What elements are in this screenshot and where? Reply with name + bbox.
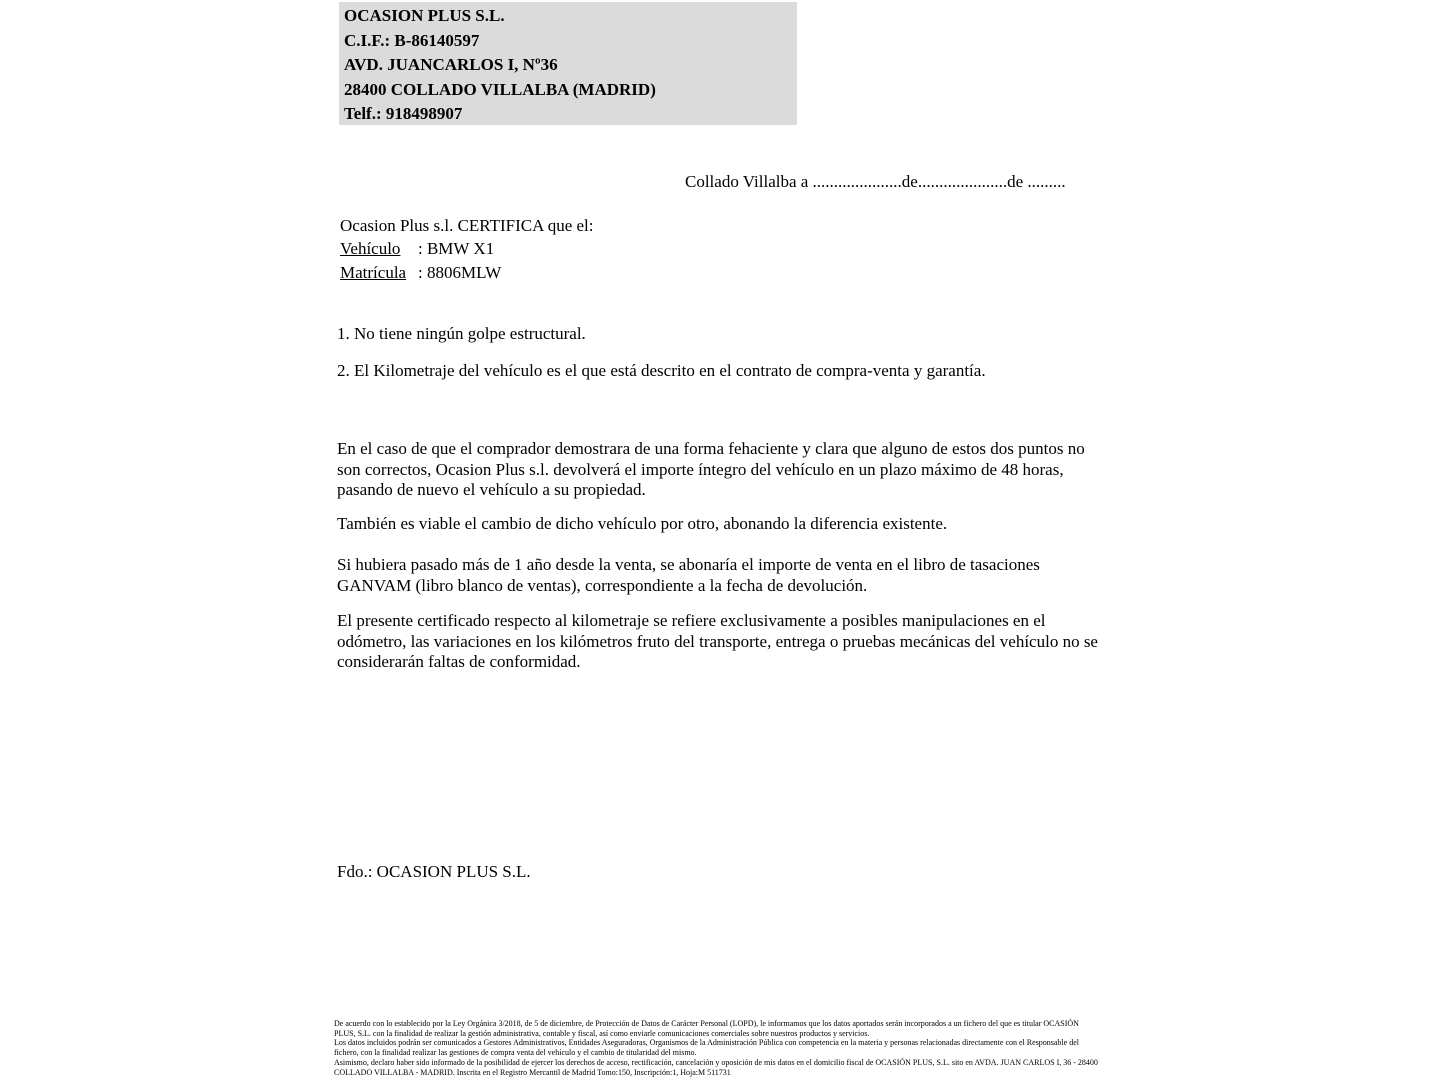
body-paragraph-4 (337, 611, 1105, 673)
body-paragraph-1-text: En el caso de que el comprador demostrara de una forma fehaciente y clara que alguno de estos dos puntos no son correctos, Ocasion Plus s.l. devolverá el importe íntegro del vehículo en un plazo máximo de 48 horas, pasando de nuevo el vehículo a su propiedad. (337, 439, 1085, 499)
plate-label: Matrícula (340, 262, 407, 282)
numbered-point-1: 1. No tiene ningún golpe estructural. (337, 324, 586, 343)
body-paragraph-4-text: El presente certificado respecto al kilometraje se refiere exclusivamente a posibles manipulaciones en el odómetro, las variaciones en los kilómetros fruto del transporte, entrega o pruebas mecánicas del vehículo no se considerarán faltas de conformidad. (337, 611, 1098, 671)
legal-note-1: De acuerdo con lo establecido por la Ley Orgánica 3/2018, de 5 de diciembre, de Protección de Datos de Carácter Personal (LOPD), le informamos que los datos aportados serán incorporados a un fichero del que es titular OCASIÓN PLUS, S.L. con la finalidad de realizar la gestión administrativa, contable y fiscal, así como enviarle comunicaciones comerciales sobre nuestros productos y servicios. (334, 1019, 1079, 1038)
company-name: OCASION PLUS S.L. (344, 6, 505, 25)
date-line: Collado Villalba a .....................de.....................de ......... (685, 172, 1066, 191)
legal-note-2: Los datos incluidos podrán ser comunicados a Gestores Administrativos, Entidades Aseguradoras, Organismos de la Administración Pública con competencia en la materia y personas relacionadas directamente con el Responsable del fichero, con la finalidad realizar las gestiones de compra venta del vehículo y el cambio de titularidad del mismo. (334, 1038, 1079, 1058)
company-block (339, 2, 797, 125)
company-address: AVD. JUANCARLOS I, Nº36 (344, 55, 558, 74)
body-paragraph-2-text: También es viable el cambio de dicho vehículo por otro, abonando la diferencia existente. (337, 514, 948, 533)
vehicle-value: : BMW X1 (418, 239, 495, 259)
company-phone: Telf.: 918498907 (344, 104, 463, 123)
plate-value: : 8806MLW (418, 262, 502, 282)
certificate-intro: Ocasion Plus s.l. CERTIFICA que el: (340, 216, 594, 235)
vehicle-label: Vehículo (340, 239, 401, 259)
numbered-points (337, 324, 1107, 397)
vehicle-label-wrap (340, 237, 418, 260)
body-paragraph-3 (337, 555, 1105, 596)
company-cif: C.I.F.: B-86140597 (344, 30, 480, 50)
body-paragraph-2 (337, 514, 1105, 535)
legal-note-3: Asimismo, declaro haber sido informado de la posibilidad de ejercer los derechos de acceso, rectificación, cancelación y oposición de mis datos en el domicilio fiscal de OCASIÓN PLUS, S.L. sito en AVDA. JUAN CARLOS I, 36 - 28400 COLLADO VILLALBA - MADRID. Inscrita en el Registro Mercantil de Madrid Tomo:150, Inscripción:1, Hoja:M 511731 (334, 1057, 1098, 1077)
plate-label-wrap (340, 261, 418, 284)
numbered-point-2: 2. El Kilometraje del vehículo es el que está descrito en el contrato de compra-venta y garantía. (337, 360, 986, 380)
company-city: 28400 COLLADO VILLALBA (MADRID) (344, 79, 656, 99)
certificate-block (340, 214, 594, 284)
legal-footer (334, 1019, 1101, 1077)
body-paragraph-1 (337, 439, 1105, 501)
plate-row (340, 261, 594, 284)
body-paragraph-3-text: Si hubiera pasado más de 1 año desde la venta, se abonaría el importe de venta en el libro de tasaciones GANVAM (libro blanco de ventas), correspondiente a la fecha de devolución. (337, 555, 1040, 595)
signature-line: Fdo.: OCASION PLUS S.L. (337, 862, 531, 881)
vehicle-row (340, 237, 594, 260)
